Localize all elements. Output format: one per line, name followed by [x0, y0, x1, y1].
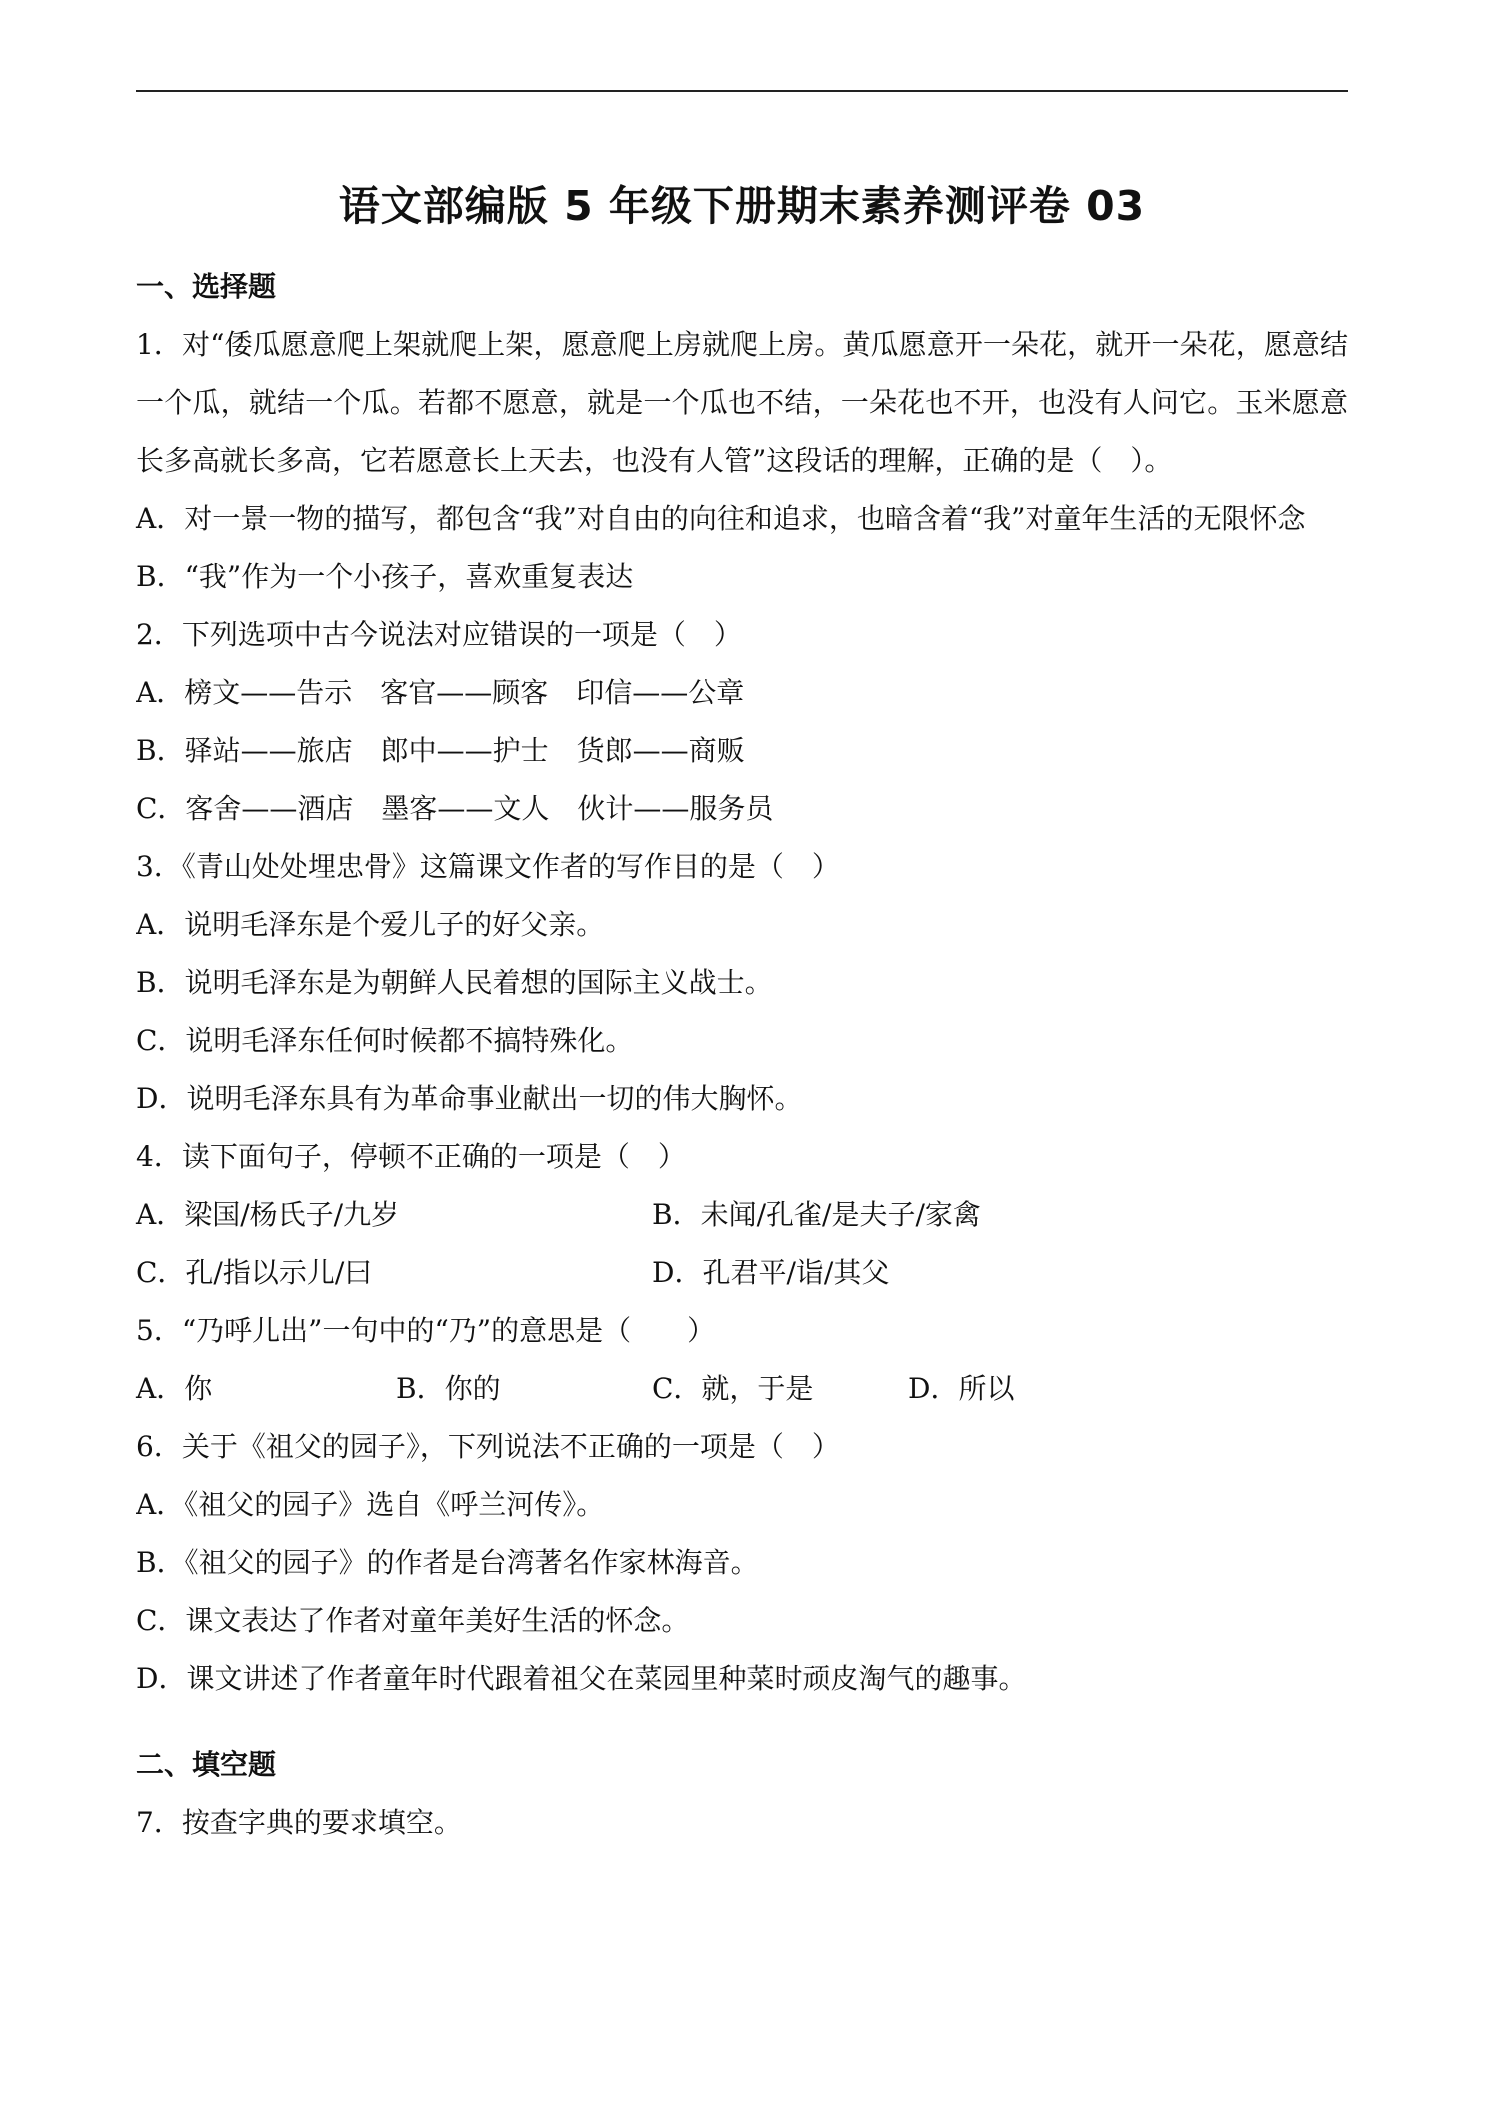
question-1-stem: 1．对“倭瓜愿意爬上架就爬上架，愿意爬上房就爬上房。黄瓜愿意开一朵花，就开一朵花，愿意结一个瓜，就结一个瓜。若都不愿意，就是一个瓜也不结，一朵花也不开，也没有人问它。玉米愿意长多高就长多高，它若愿意长上天去，也没有人管”这段话的理解，正确的是（ ）。: [136, 328, 1348, 477]
question-5-options-row: [136, 1360, 1348, 1418]
question-3-option-c: C．说明毛泽东任何时候都不搞特殊化。: [136, 1024, 634, 1057]
question-2-option-c: C．客舍——酒店 墨客——文人 伙计——服务员: [136, 792, 774, 825]
section-heading-choice: 一、选择题: [136, 270, 277, 303]
question-6-option-b: B．《祖父的园子》的作者是台湾著名作家林海音。: [136, 1546, 759, 1579]
question-1-option-a: A．对一景一物的描写，都包含“我”对自由的向往和追求，也暗含着“我”对童年生活的无限怀念: [136, 502, 1306, 535]
exam-content: [136, 258, 1348, 1852]
question-6-option-c: C．课文表达了作者对童年美好生活的怀念。: [136, 1604, 690, 1637]
header-rule: [136, 90, 1348, 92]
question-4-options-row-1: [136, 1186, 1348, 1244]
page-title: 语文部编版 5 年级下册期末素养测评卷 03: [338, 182, 1146, 230]
section-heading-fill: 二、填空题: [136, 1748, 277, 1781]
question-4-options-row-2: [136, 1244, 1348, 1302]
question-4-option-c: C．孔/指以示儿/曰: [136, 1256, 373, 1289]
section-spacer: [136, 1708, 1348, 1736]
question-3-stem: 3．《青山处处埋忠骨》这篇课文作者的写作目的是（ ）: [136, 850, 840, 883]
question-4-option-a: A．梁国/杨氏子/九岁: [136, 1198, 400, 1231]
question-2-option-b: B．驿站——旅店 郎中——护士 货郎——商贩: [136, 734, 745, 767]
question-4-option-b: B．未闻/孔雀/是夫子/家禽: [652, 1198, 981, 1231]
question-5-option-b: B．你的: [396, 1372, 501, 1405]
question-3-option-b: B．说明毛泽东是为朝鲜人民着想的国际主义战士。: [136, 966, 773, 999]
question-6-stem: 6．关于《祖父的园子》，下列说法不正确的一项是（ ）: [136, 1430, 840, 1463]
question-3-option-a: A．说明毛泽东是个爱儿子的好父亲。: [136, 908, 605, 941]
question-4-option-d: D．孔君平/诣/其父: [652, 1256, 890, 1289]
question-5-stem: 5．“乃呼儿出”一句中的“乃”的意思是（ ）: [136, 1314, 716, 1347]
question-2-stem: 2．下列选项中古今说法对应错误的一项是（ ）: [136, 618, 742, 651]
question-1-option-b: B．“我”作为一个小孩子，喜欢重复表达: [136, 560, 634, 593]
question-4-stem: 4．读下面句子，停顿不正确的一项是（ ）: [136, 1140, 686, 1173]
question-5-option-a: A．你: [136, 1372, 213, 1405]
question-6-option-d: D．课文讲述了作者童年时代跟着祖父在菜园里种菜时顽皮淘气的趣事。: [136, 1662, 1027, 1695]
question-3-option-d: D．说明毛泽东具有为革命事业献出一切的伟大胸怀。: [136, 1082, 803, 1115]
question-5-option-c: C．就，于是: [652, 1372, 814, 1405]
question-5-option-d: D．所以: [908, 1372, 1015, 1405]
question-6-option-a: A．《祖父的园子》选自《呼兰河传》。: [136, 1488, 605, 1521]
question-7-stem: 7．按查字典的要求填空。: [136, 1806, 462, 1839]
question-2-option-a: A．榜文——告示 客官——顾客 印信——公章: [136, 676, 745, 709]
